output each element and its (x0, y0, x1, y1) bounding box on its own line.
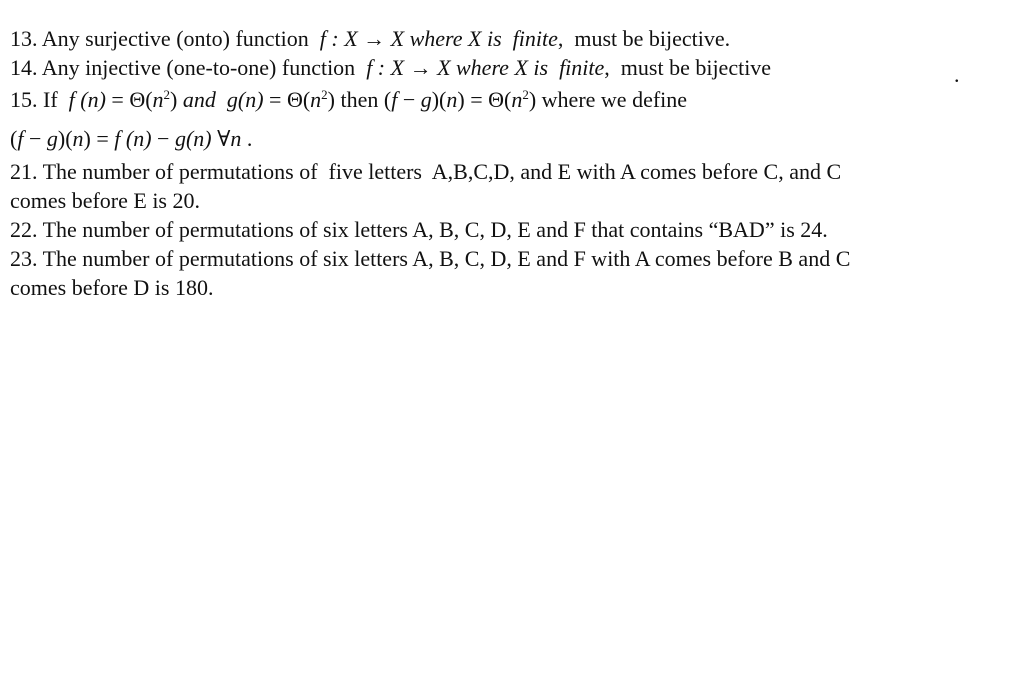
text-line (10, 82, 1018, 121)
math-italic-text: n (446, 87, 458, 112)
math-italic-text: f (17, 126, 24, 151)
math-italic-text: and g(n) (182, 87, 264, 112)
plain-text: − (23, 126, 47, 151)
math-italic-text: n (72, 126, 84, 151)
stray-period: . (954, 62, 960, 87)
text-line (10, 273, 1018, 302)
superscript-exponent: 2 (321, 87, 328, 102)
plain-text: ) = (83, 126, 115, 151)
question-21 (10, 157, 1018, 215)
plain-text: = Θ( (105, 87, 153, 112)
math-italic-text: f : X → X where X is finite (366, 55, 605, 80)
math-italic-text: n (310, 87, 322, 112)
math-italic-text: f (n) (114, 126, 152, 151)
math-italic-text: g (420, 87, 432, 112)
plain-text: = Θ( (263, 87, 311, 112)
question-15 (10, 82, 1018, 157)
plain-text: . (241, 126, 253, 151)
math-italic-text: f : X → X where X is finite (319, 26, 558, 51)
plain-text: )( (431, 87, 447, 112)
question-13 (10, 24, 1018, 53)
plain-text: comes before E is 20. (10, 188, 200, 213)
text-line (10, 53, 1018, 82)
text-line (10, 186, 1018, 215)
plain-text: comes before D is 180. (10, 275, 214, 300)
math-italic-text: n (152, 87, 164, 112)
math-italic-text: n (230, 126, 242, 151)
plain-text: 15. If (10, 87, 69, 112)
math-italic-text: g (46, 126, 58, 151)
plain-text: 13. Any surjective (onto) function (10, 26, 320, 51)
superscript-exponent: 2 (522, 87, 529, 102)
question-23 (10, 244, 1018, 302)
plain-text: 21. The number of permutations of five letters A,B,C,D, and E with A comes before C, and C (10, 159, 842, 184)
plain-text: 23. The number of permutations of six letters A, B, C, D, E and F with A comes before B and C (10, 246, 851, 271)
superscript-exponent: 2 (163, 87, 171, 102)
question-22 (10, 215, 1018, 244)
plain-text: ∀ (211, 126, 231, 151)
document-body (0, 0, 1024, 302)
plain-text: 14. Any injective (one-to-one) function (10, 55, 367, 80)
question-14 (10, 53, 1018, 82)
plain-text: , must be bijective (604, 55, 772, 80)
plain-text: )( (57, 126, 73, 151)
plain-text: ) where we define (528, 87, 688, 112)
plain-text: ) = Θ( (457, 87, 512, 112)
text-line (10, 215, 1018, 244)
plain-text: − (151, 126, 175, 151)
text-line (10, 244, 1018, 273)
plain-text: − (397, 87, 421, 112)
document-page (0, 0, 1024, 302)
plain-text: , must be bijective. (557, 26, 731, 51)
text-line (10, 157, 1018, 186)
text-line (10, 24, 1018, 53)
math-italic-text: g(n) (174, 126, 212, 151)
plain-text: ) then ( (327, 87, 392, 112)
math-italic-text: f (n) (68, 87, 106, 112)
math-italic-text: n (511, 87, 523, 112)
math-italic-text: f (391, 87, 398, 112)
plain-text: 22. The number of permutations of six letters A, B, C, D, E and F that contains “BAD” is 24. (10, 217, 828, 242)
plain-text: ( (10, 126, 18, 151)
text-line (10, 121, 1018, 157)
plain-text: ) (170, 87, 183, 112)
